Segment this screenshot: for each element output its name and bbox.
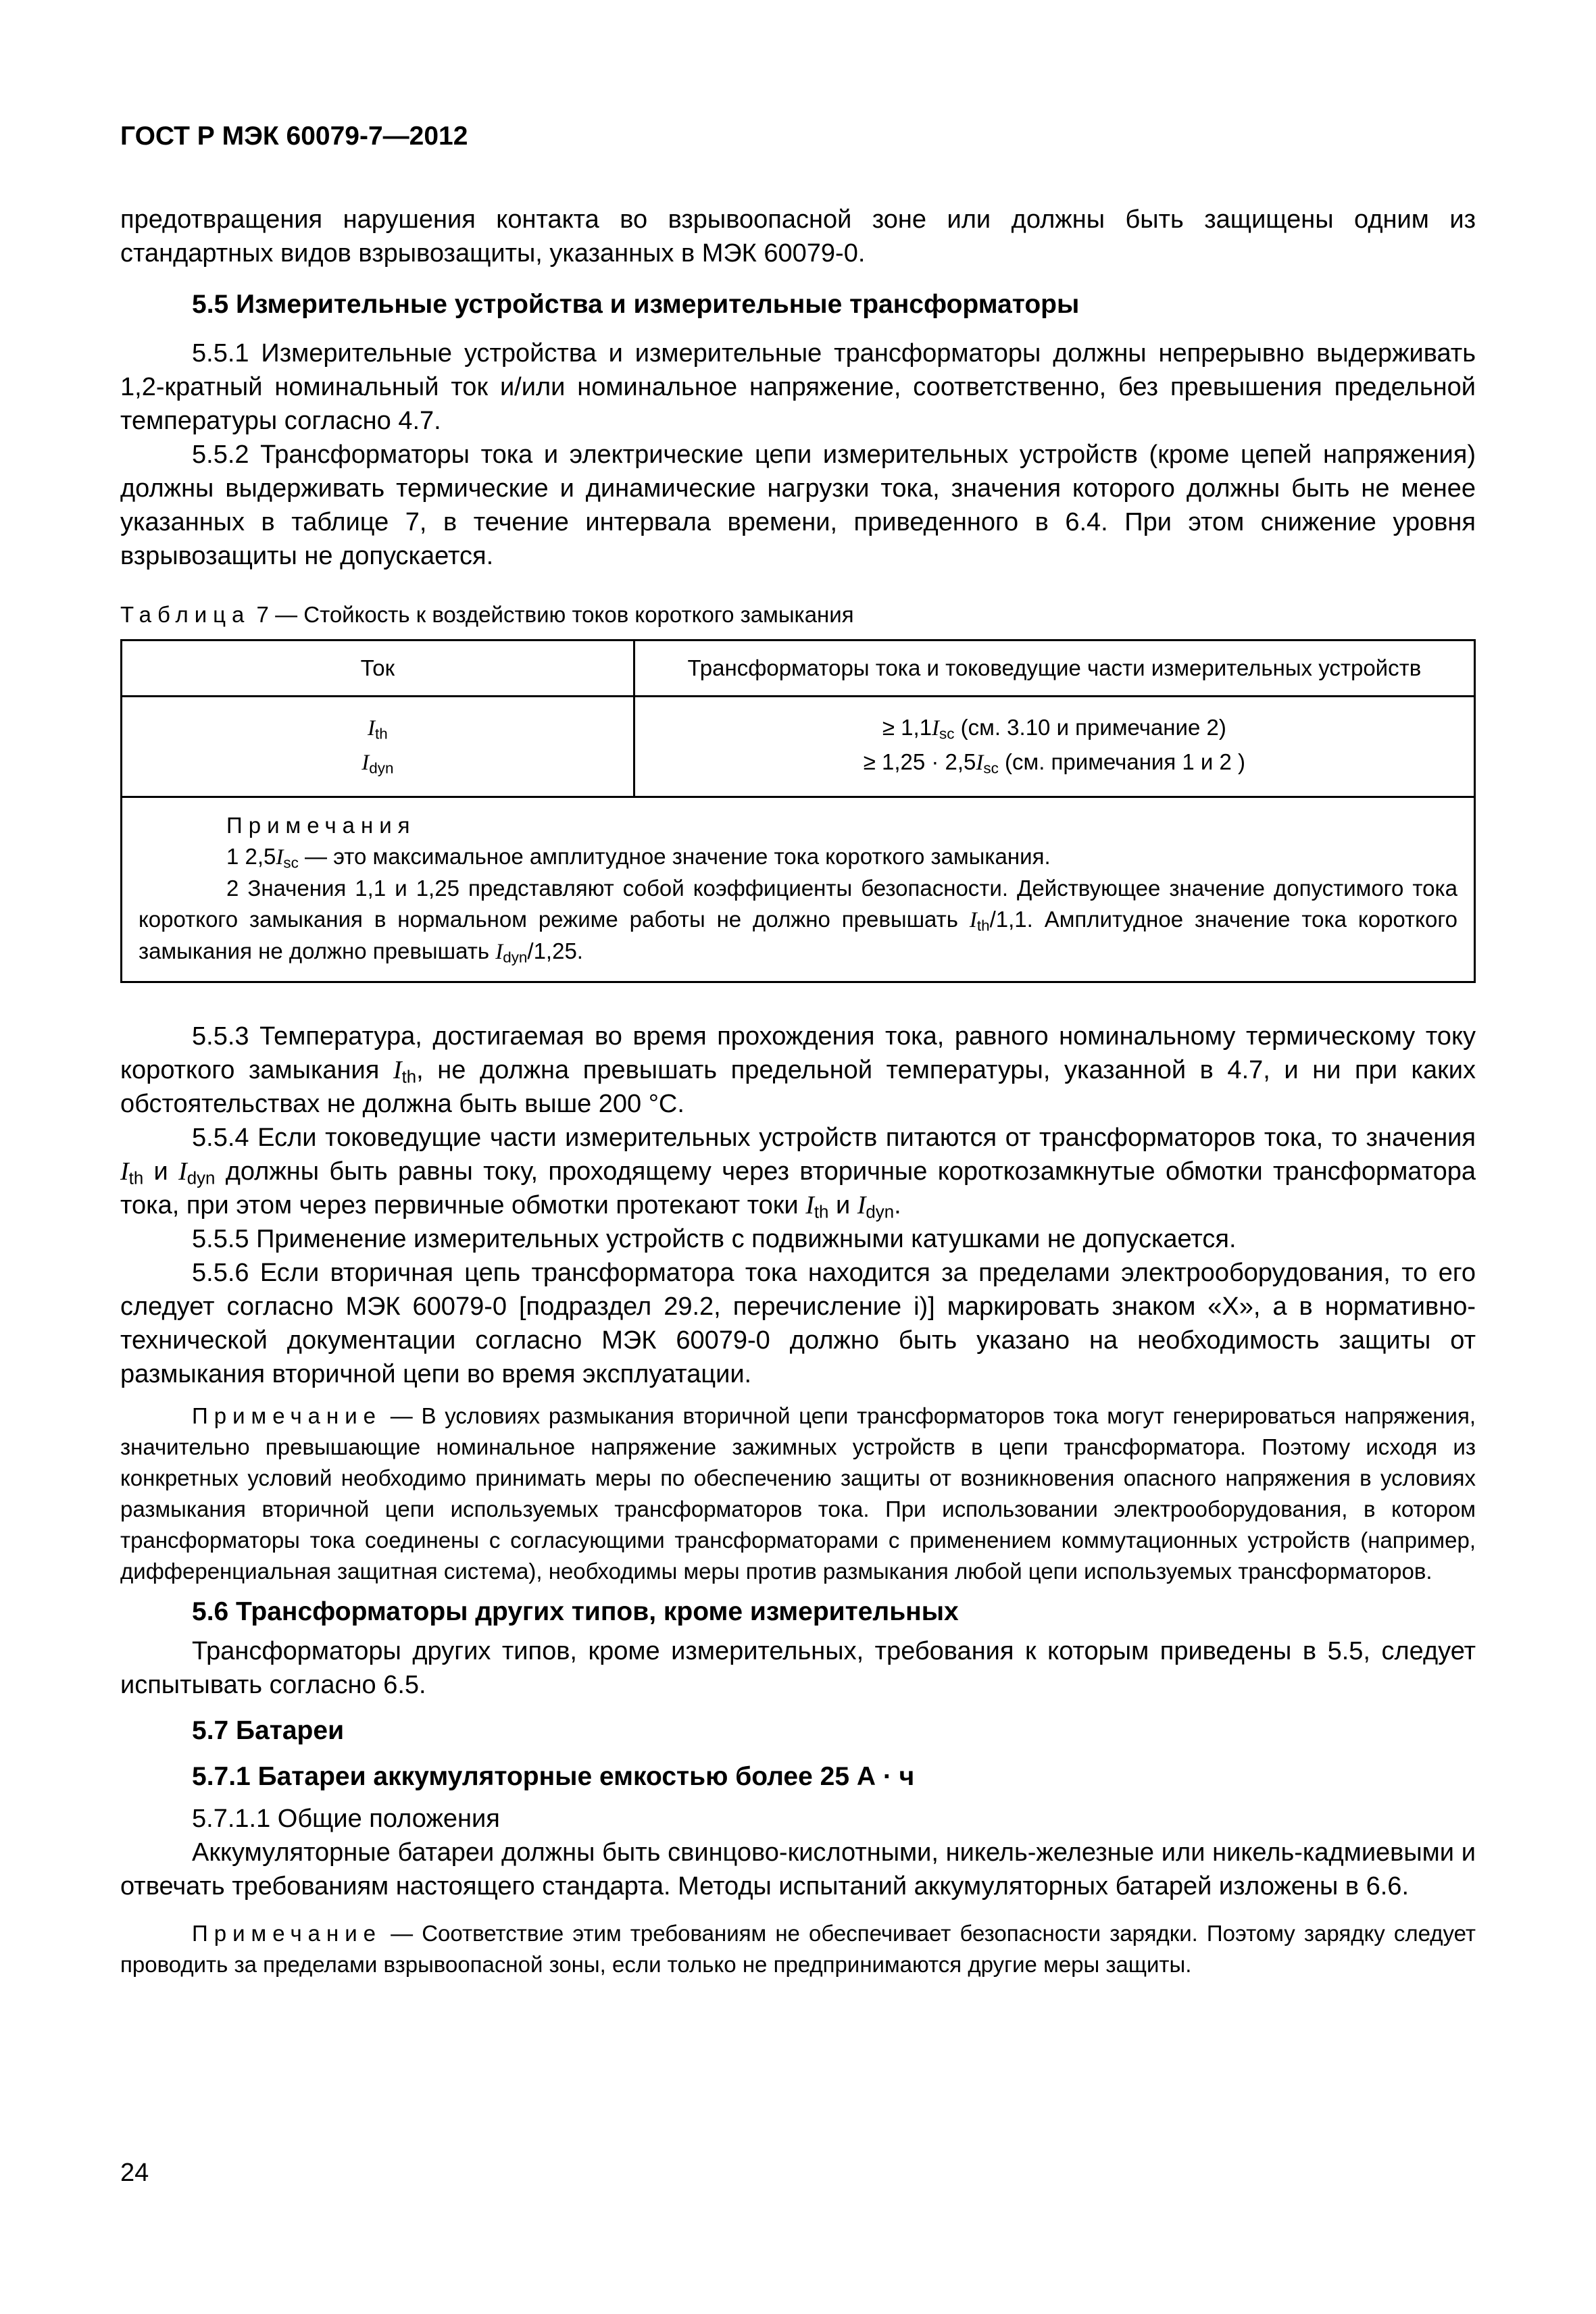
table-notes-title: Примечания — [226, 813, 416, 838]
values-cell — [634, 697, 1474, 797]
table-note-2: 2 Значения 1,1 и 1,25 представляют собой коэффициенты безопасности. Действующее значение допустимого тока короткого замыкания в нормальном режиме работы не должно превышать $I_{th}/1,1$. Амплитудное значение тока короткого замыкания не должно превышать $I_{dyn}/1,25$. — [139, 876, 1457, 966]
paragraph-5-6: Трансформаторы других типов, кроме измерительных, требования к которым приведены в 5.5, следует испытывать согласно 6.5. — [120, 1637, 1476, 1699]
paragraph-5-7-1-1: Аккумуляторные батареи должны быть свинцово-кислотными, никель-железные или никель-кадмиевыми и отвечать требованиям настоящего стандарта. Методы испытаний аккумуляторных батарей изложены в 6.6. — [120, 1838, 1476, 1901]
header-transformer-parts: Трансформаторы тока и токоведущие части измерительных устройств — [634, 640, 1474, 697]
section-5-5-heading: 5.5 Измерительные устройства и измерительные трансформаторы — [192, 290, 1080, 319]
section-5-6-heading: 5.6 Трансформаторы других типов, кроме измерительных — [192, 1597, 959, 1626]
value-row-1: ≥ $1,1I_{sc}$ (см. 3.10 и примечание 2) — [882, 715, 1226, 743]
table-caption-word: Таблица — [120, 602, 251, 627]
table-caption — [120, 600, 1476, 630]
section-5-7-1-heading: 5.7.1 Батареи аккумуляторные емкостью более 25 А · ч — [192, 1762, 915, 1791]
note-5-5-6: Примечание — В условиях размыкания вторичной цепи трансформаторов тока могут генерироваться напряжения, значительно превышающие номинальное напряжение зажимных устройств в цепи трансформатора. Поэтому исходя из конкретных условий необходимо принимать меры по обеспечению защиты от возникновения опасного напряжения в условиях размыкания вторичной цепи используемых трансформаторов тока. При использовании электрооборудования, в котором трансформаторы тока соединены с согласующими трансформаторами с применением коммутационных устройств (например, дифференциальная защитная система), необходимы меры против размыкания любой цепи используемых трансформаторов. — [120, 1403, 1476, 1584]
intro-paragraph: предотвращения нарушения контакта во взрывоопасной зоне или должны быть защищены одним из стандартных видов взрывозащиты, указанных в МЭК 60079-0. — [120, 205, 1476, 268]
symbol-i-dyn: $I_{dyn}$ — [361, 751, 394, 777]
page-number: 24 — [120, 2159, 149, 2187]
paragraph-5-5-5: 5.5.5 Применение измерительных устройств с подвижными катушками не допускается. — [192, 1225, 1237, 1253]
paragraph-5-5-4: 5.5.4 Если токоведущие части измерительных устройств питаются от трансформаторов тока, то значения $I_{th}$ и $I_{dyn}$ должны быть равны току, проходящему через вторичные короткозамкнутые обмотки трансформатора тока, при этом через первичные обмотки протекают токи $I_{th}$ и $I_{dyn}$. — [120, 1124, 1476, 1222]
table-notes-row — [122, 797, 1475, 982]
table-notes-cell — [122, 797, 1475, 982]
symbol-i-th: $I_{th}$ — [368, 716, 388, 743]
section-5-7-heading: 5.7 Батареи — [192, 1716, 345, 1745]
section-5-7-1-1-heading: 5.7.1.1 Общие положения — [192, 1805, 500, 1833]
note-5-7-1-1: Примечание — Соответствие этим требованиям не обеспечивает безопасности зарядки. Поэтому зарядку следует проводить за пределами взрывоопасной зоны, если только не предпринимаются другие меры защиты. — [120, 1921, 1476, 1977]
table-note-1: 1 $2,5I_{sc}$ — это максимальное амплитудное значение тока короткого замыкания. — [226, 844, 1051, 872]
table-caption-text: 7 — Стойкость к воздействию токов короткого замыкания — [250, 602, 854, 627]
header-current: Ток — [122, 640, 634, 697]
paragraph-5-5-1: 5.5.1 Измерительные устройства и измерительные трансформаторы должны непрерывно выдерживать 1,2-кратный номинальный ток и/или номинальное напряжение, соответственно, без превышения предельной температуры согласно 4.7. — [120, 339, 1476, 435]
current-symbols-cell — [122, 697, 634, 797]
document-header: ГОСТ Р МЭК 60079-7—2012 — [120, 122, 468, 151]
page-body — [120, 203, 1476, 1980]
paragraph-5-5-3: 5.5.3 Температура, достигаемая во время прохождения тока, равного номинальному термическому току короткого замыкания $I_{th}$, не должна превышать предельной температуры, указанной в 4.7, и ни при каких обстоятельствах не должна быть выше 200 °С. — [120, 1022, 1476, 1118]
value-row-2: ≥ $1,25 \cdot 2,5I_{sc}$ (см. примечания 1 и 2 ) — [863, 749, 1246, 777]
table-7 — [120, 639, 1476, 983]
table-header-row — [122, 640, 1475, 697]
paragraph-5-5-2: 5.5.2 Трансформаторы тока и электрические цепи измерительных устройств (кроме цепей напряжения) должны выдерживать термические и динамические нагрузки тока, значения которого должны быть не менее указанных в таблице 7, в течение интервала времени, приведенного в 6.4. При этом снижение уровня взрывозащиты не допускается. — [120, 441, 1476, 570]
table-body-row — [122, 697, 1475, 797]
paragraph-5-5-6: 5.5.6 Если вторичная цепь трансформатора тока находится за пределами электрооборудования, то его следует согласно МЭК 60079-0 [подраздел 29.2, перечисление i)] маркировать знаком «X», а в нормативно-технической документации согласно МЭК 60079-0 должно быть указано на необходимость защиты от размыкания вторичной цепи во время эксплуатации. — [120, 1259, 1476, 1388]
